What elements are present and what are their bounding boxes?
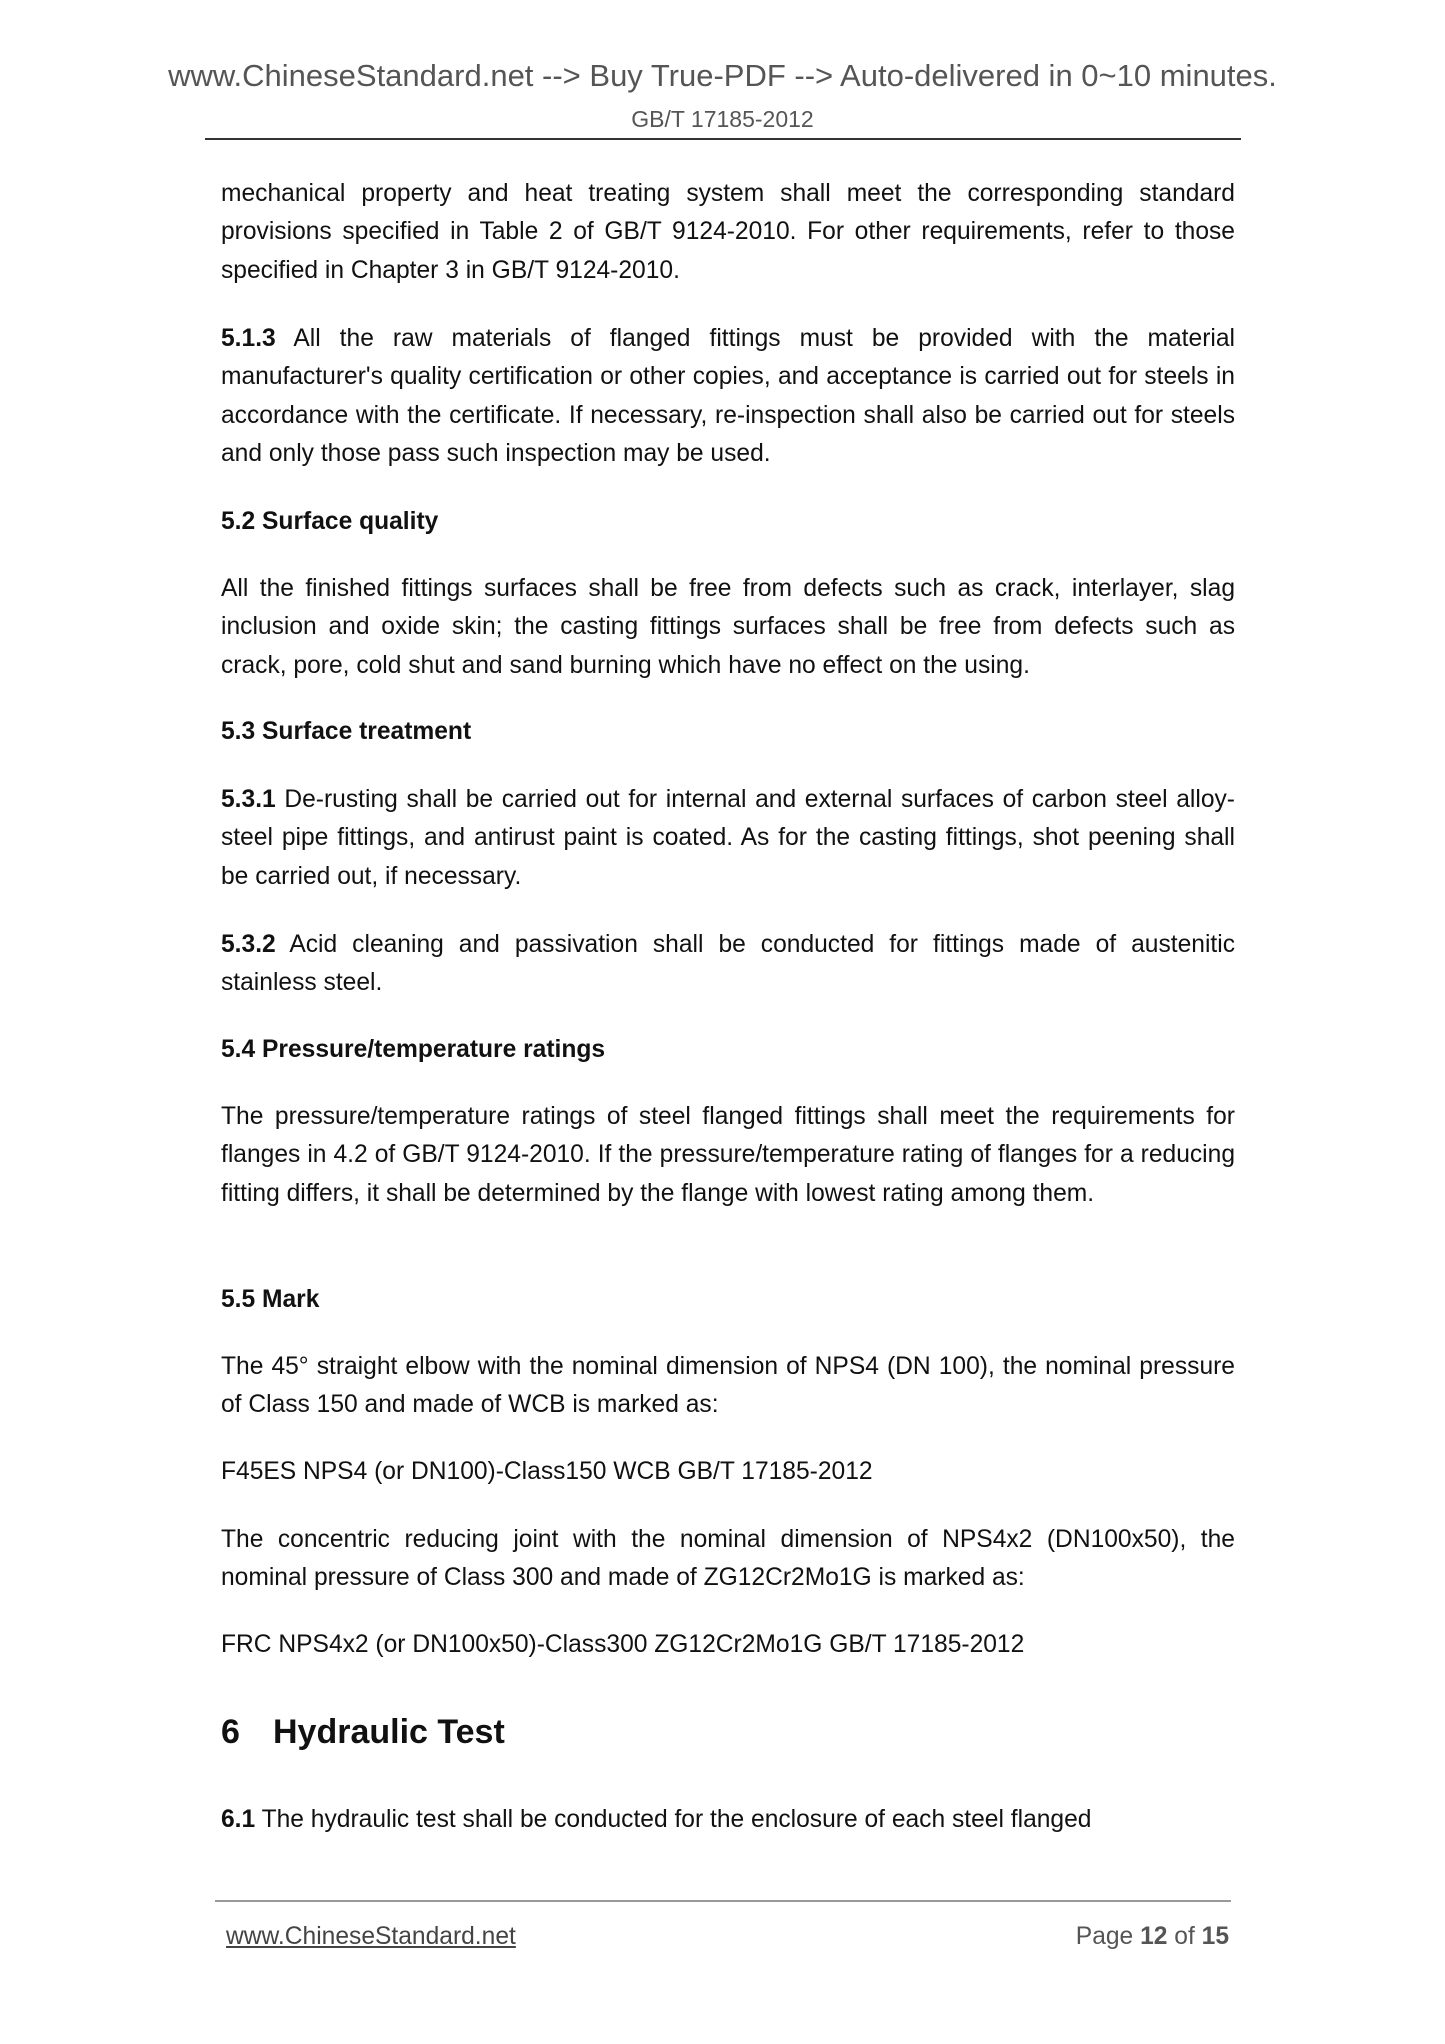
footer-divider bbox=[215, 1900, 1231, 1902]
paragraph-5-5-example-2: The concentric reducing joint with the nominal dimension of NPS4x2 (DN100x50), the nominal pressure of Class 300 and made of ZG12Cr2Mo1G is marked as: bbox=[221, 1526, 1235, 1592]
page-indicator bbox=[1076, 1923, 1229, 1951]
page-of: of bbox=[1174, 1923, 1195, 1950]
header-divider bbox=[205, 138, 1241, 140]
heading-5-3: 5.3 Surface treatment bbox=[221, 718, 472, 745]
header-banner: www.ChineseStandard.net --> Buy True-PDF --> Auto-delivered in 0~10 minutes. bbox=[168, 58, 1277, 93]
current-page: 12 bbox=[1140, 1923, 1168, 1950]
total-pages: 15 bbox=[1201, 1923, 1229, 1950]
document-id: GB/T 17185-2012 bbox=[631, 106, 814, 132]
clause-text: The hydraulic test shall be conducted for the enclosure of each steel flanged bbox=[255, 1806, 1092, 1833]
heading-6 bbox=[221, 1713, 505, 1752]
paragraph-5-3-2 bbox=[221, 926, 1235, 1003]
clause-text: All the raw materials of flanged fittings must be provided with the material manufacturer's quality certification or other copies, and acceptance is carried out for steels in accordance with the certificate. If necessary, re-inspection shall also be carried out for steels and only those pass such inspection may be used. bbox=[221, 325, 1235, 467]
clause-text: Acid cleaning and passivation shall be conducted for fittings made of austenitic stainless steel. bbox=[221, 931, 1235, 997]
clause-number: 5.3.1 bbox=[221, 786, 276, 813]
paragraph-5-1-3 bbox=[221, 320, 1235, 473]
paragraph-5-4: The pressure/temperature ratings of steel flanged fittings shall meet the requirements for flanges in 4.2 of GB/T 9124-2010. If the pressure/temperature rating of flanges for a reducing fitting differs, it shall be determined by the flange with lowest rating among them. bbox=[221, 1103, 1235, 1207]
section-number: 6 bbox=[221, 1713, 240, 1751]
clause-text: De-rusting shall be carried out for internal and external surfaces of carbon steel alloy-steel pipe fittings, and antirust paint is coated. As for the casting fittings, shot peening shall be carried out, if necessary. bbox=[221, 786, 1235, 890]
clause-number: 5.1.3 bbox=[221, 325, 276, 352]
heading-5-2: 5.2 Surface quality bbox=[221, 508, 439, 535]
heading-5-4: 5.4 Pressure/temperature ratings bbox=[221, 1036, 606, 1063]
page-label: Page bbox=[1075, 1923, 1134, 1950]
footer-website-link[interactable]: www.ChineseStandard.net bbox=[226, 1923, 516, 1950]
paragraph-continuation: mechanical property and heat treating system shall meet the corresponding standard provisions specified in Table 2 of GB/T 9124-2010. For other requirements, refer to those specified in Chapter 3 in GB/T 9124-2010. bbox=[221, 180, 1235, 284]
paragraph-5-2: All the finished fittings surfaces shall be free from defects such as crack, interlayer, slag inclusion and oxide skin; the casting fittings surfaces shall be free from defects such as crack, pore, cold shut and sand burning which have no effect on the using. bbox=[221, 575, 1235, 679]
section-title: Hydraulic Test bbox=[273, 1713, 505, 1751]
mark-example-2: FRC NPS4x2 (or DN100x50)-Class300 ZG12Cr2Mo1G GB/T 17185-2012 bbox=[221, 1631, 1025, 1658]
paragraph-5-5-example-1: The 45° straight elbow with the nominal dimension of NPS4 (DN 100), the nominal pressure of Class 150 and made of WCB is marked as: bbox=[221, 1353, 1235, 1419]
clause-number: 5.3.2 bbox=[221, 931, 276, 958]
mark-example-1: F45ES NPS4 (or DN100)-Class150 WCB GB/T 17185-2012 bbox=[221, 1458, 873, 1485]
clause-number: 6.1 bbox=[221, 1806, 256, 1833]
paragraph-5-3-1 bbox=[221, 781, 1235, 896]
heading-5-5: 5.5 Mark bbox=[221, 1286, 320, 1313]
paragraph-6-1 bbox=[221, 1801, 1235, 1839]
